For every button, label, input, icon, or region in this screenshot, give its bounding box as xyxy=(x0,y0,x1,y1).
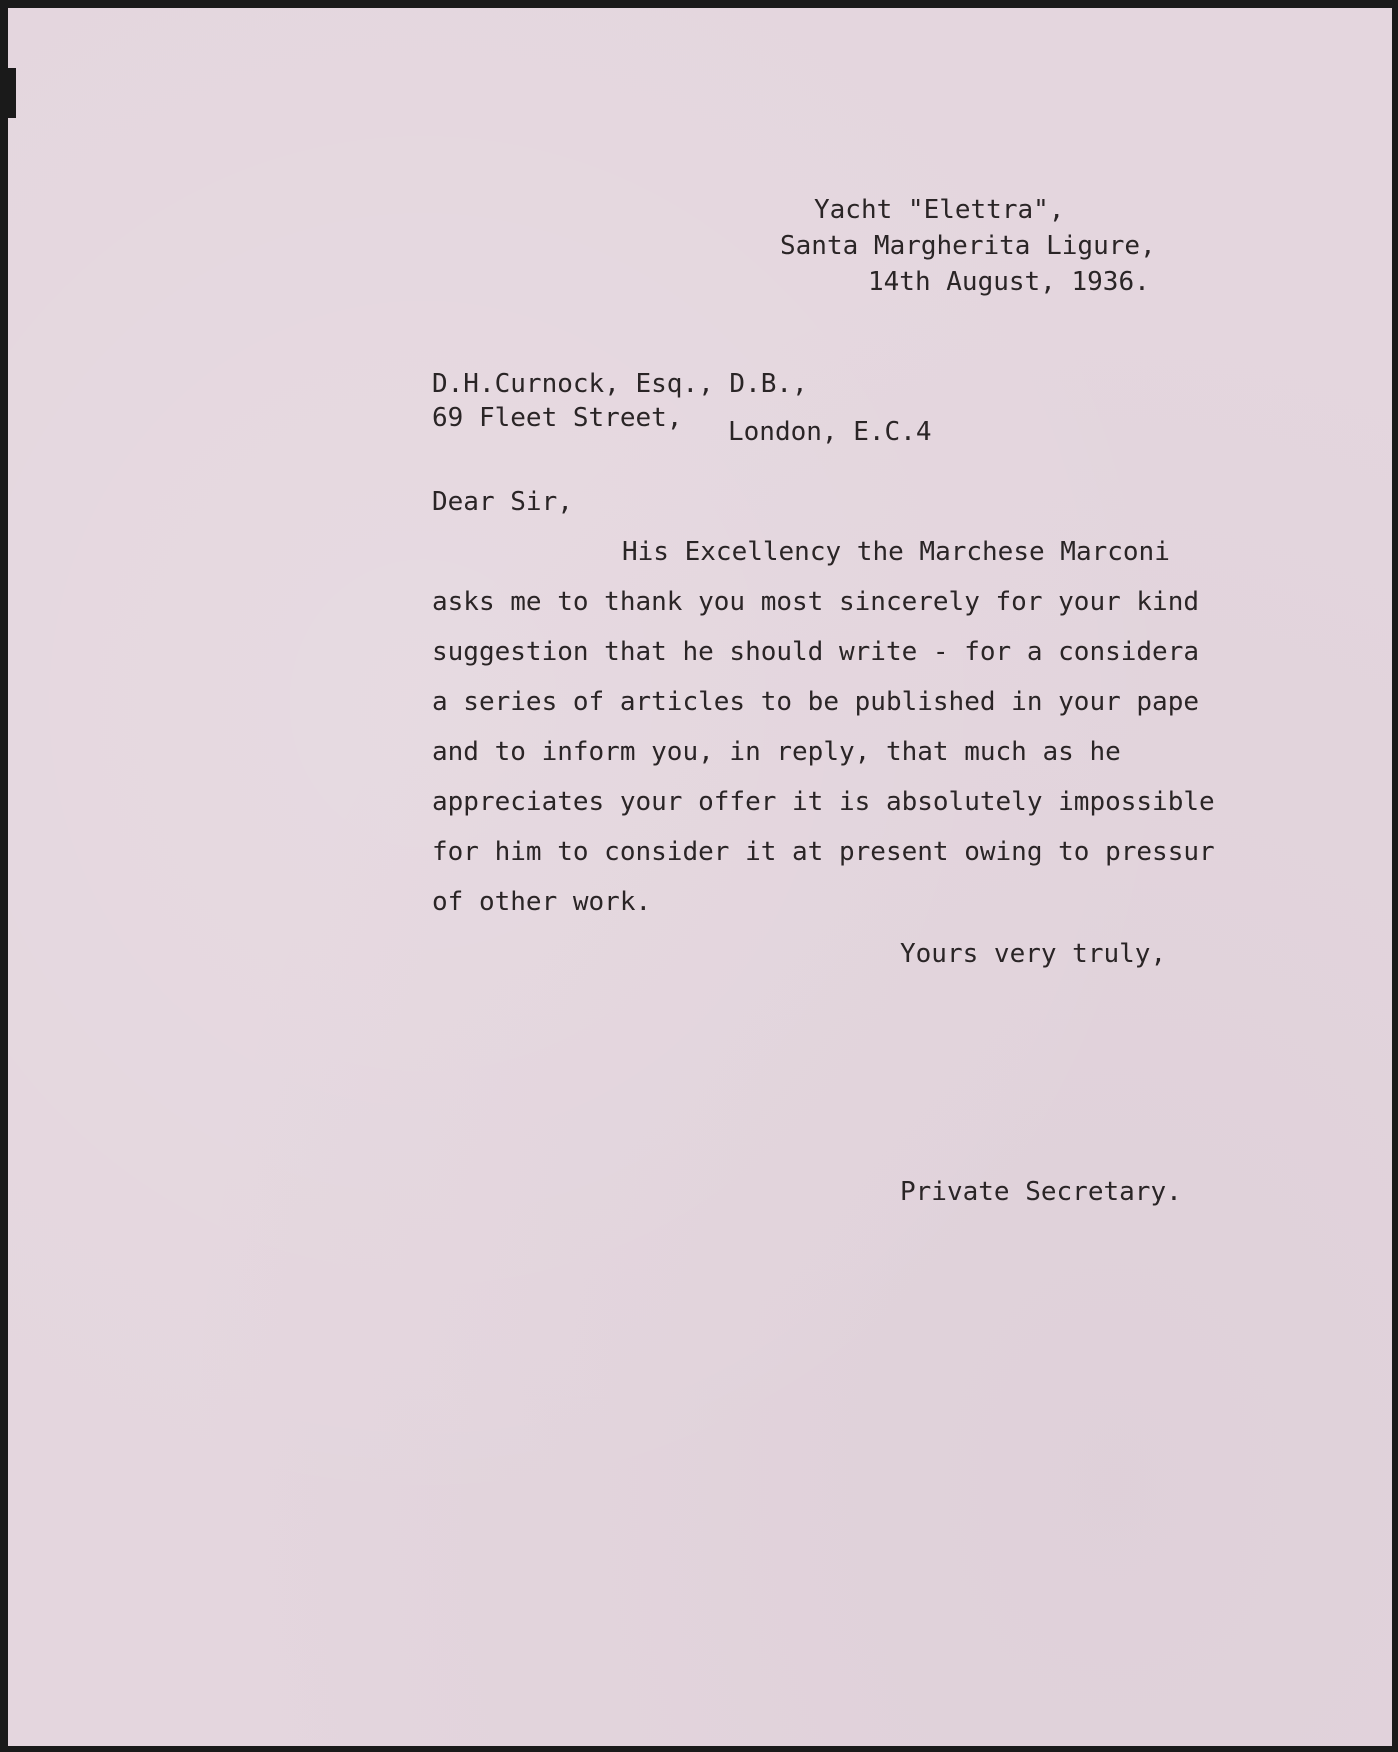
header-line-location: Santa Margherita Ligure, xyxy=(780,231,1156,261)
body-line-6: appreciates your offer it is absolutely impossible xyxy=(432,787,1215,817)
signature-title: Private Secretary. xyxy=(900,1177,1182,1207)
header-line-yacht: Yacht "Elettra", xyxy=(814,195,1065,225)
body-line-7: for him to consider it at present owing to pressur xyxy=(432,837,1215,867)
header-line-date: 14th August, 1936. xyxy=(868,267,1150,297)
salutation: Dear Sir, xyxy=(432,487,573,517)
body-line-8: of other work. xyxy=(432,887,652,917)
recipient-name: D.H.Curnock, Esq., D.B., xyxy=(432,369,808,399)
body-line-1: His Excellency the Marchese Marconi xyxy=(622,537,1170,567)
paper-edge-tear xyxy=(8,68,16,118)
body-line-5: and to inform you, in reply, that much as he xyxy=(432,737,1121,767)
recipient-street: 69 Fleet Street, xyxy=(432,403,683,433)
closing: Yours very truly, xyxy=(900,939,1167,969)
body-line-3: suggestion that he should write - for a considera xyxy=(432,637,1200,667)
body-line-2: asks me to thank you most sincerely for your kind xyxy=(432,587,1200,617)
letter-page xyxy=(8,8,1392,1746)
recipient-city: London, E.C.4 xyxy=(728,417,932,447)
body-line-4: a series of articles to be published in your pape xyxy=(432,687,1200,717)
